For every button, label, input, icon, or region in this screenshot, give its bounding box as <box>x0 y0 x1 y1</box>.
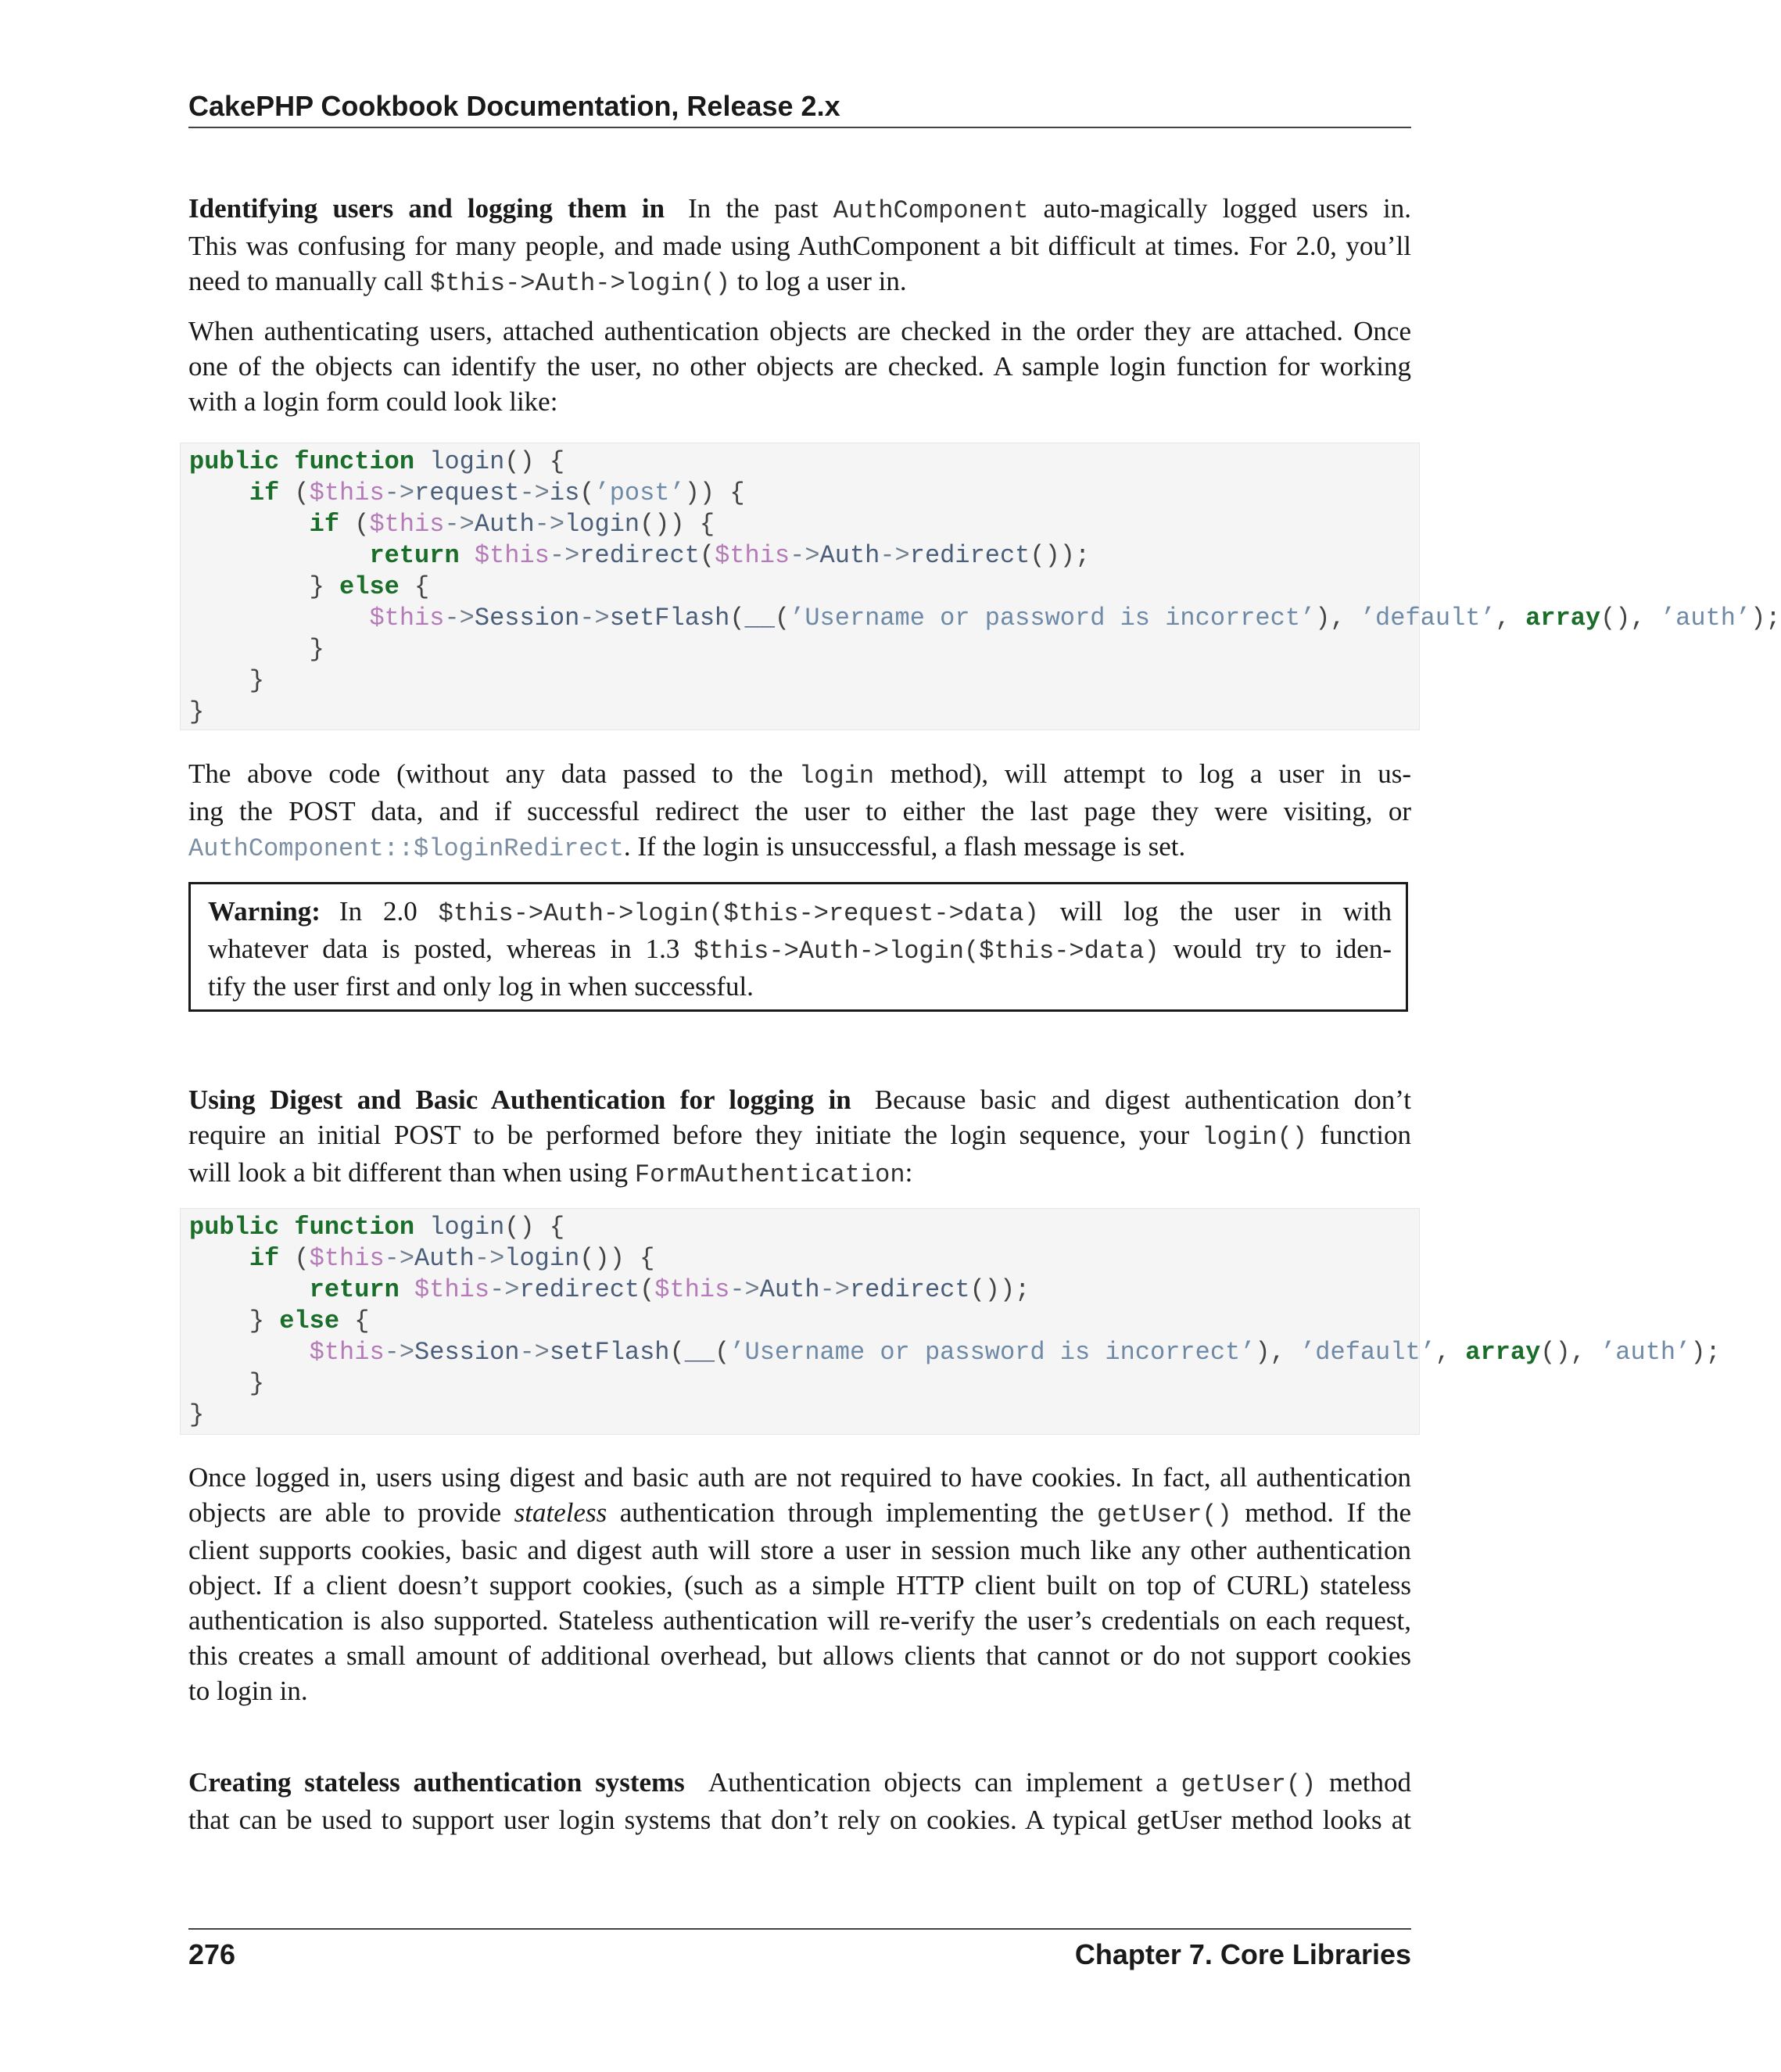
text-line: Once logged in, users using digest and basic auth are not required to have cookies. In fact, all authentication <box>188 1462 1411 1493</box>
inline-code: login <box>799 762 875 790</box>
inline-code: $this->Auth->login($this->data) <box>693 937 1159 966</box>
text-line: to login in. <box>188 1676 308 1706</box>
code-line: } <box>189 697 205 726</box>
section-identifying-users <box>188 191 1411 301</box>
header-rule <box>188 127 1411 128</box>
inline-code: FormAuthentication <box>634 1160 905 1189</box>
text-line: The above code (without any data passed to the login method), will attempt to log a user in us- <box>188 758 1411 790</box>
code-line: } <box>189 1369 265 1398</box>
code-line: return $this->redirect($this->Auth->redirect()); <box>369 541 1091 570</box>
cross-reference-link[interactable]: AuthComponent::$loginRedirect <box>188 834 624 863</box>
text-line: objects are able to provide stateless authentication through implementing the getUser() method. If the <box>188 1497 1412 1529</box>
inline-code: login() <box>1202 1123 1307 1152</box>
code-line: return $this->redirect($this->Auth->redirect()); <box>309 1275 1030 1304</box>
code-line: public function login() { <box>189 447 565 476</box>
text-line: need to manually call $this->Auth->login() to log a user in. <box>188 266 907 298</box>
running-header: CakePHP Cookbook Documentation, Release 2.x <box>188 90 840 122</box>
code-line: $this->Session->setFlash(__(’Username or password is incorrect’), ’default’, array(), ’auth’); <box>369 604 1781 633</box>
inline-code: getUser() <box>1181 1770 1317 1799</box>
emphasis: stateless <box>514 1497 607 1528</box>
code-line: public function login() { <box>189 1213 565 1242</box>
code-line: } <box>189 635 324 664</box>
code-line: } else { <box>189 572 430 601</box>
run-in-heading: Using Digest and Basic Authentication for logging in <box>188 1084 851 1115</box>
section-stateless-systems <box>188 1765 1411 1837</box>
text-line: ing the POST data, and if successful redirect the user to either the last page they were visiting, or <box>188 796 1411 826</box>
text-line: will look a bit different than when using FormAuthentication: <box>188 1157 913 1189</box>
text-line: This was confusing for many people, and made using AuthComponent a bit difficult at times. For 2.0, you’ll <box>188 231 1411 261</box>
warning-admonition <box>188 882 1408 1012</box>
text-line: require an initial POST to be performed before they initiate the login sequence, your login() function <box>188 1120 1412 1152</box>
text-line: with a login form could look like: <box>188 386 558 417</box>
code-listing <box>181 443 1781 728</box>
paragraph-login-explanation <box>188 756 1411 866</box>
code-line: } <box>189 666 265 695</box>
code-block-digest-login <box>180 1208 1721 1435</box>
text-line: this creates a small amount of additional overhead, but allows clients that cannot or do not support cookies <box>188 1640 1411 1671</box>
text-line: one of the objects can identify the user, no other objects are checked. A sample login function for working <box>188 351 1411 382</box>
text-line: Identifying users and logging them in In the past AuthComponent auto-magically logged users in. <box>188 193 1411 225</box>
code-listing <box>181 1209 1721 1431</box>
code-line: if ($this->Auth->login()) { <box>309 510 715 539</box>
text-line: Creating stateless authentication systems Authentication objects can implement a getUser() method <box>188 1767 1412 1799</box>
text-line: Using Digest and Basic Authentication for logging in Because basic and digest authentication don’t <box>188 1084 1411 1115</box>
inline-code: $this->Auth->login() <box>430 269 731 298</box>
footer-rule <box>188 1928 1411 1930</box>
text-line: client supports cookies, basic and digest auth will store a user in session much like any other authentication <box>188 1535 1411 1565</box>
text-line: whatever data is posted, whereas in 1.3 $this->Auth->login($this->data) would try to iden- <box>208 934 1392 966</box>
chapter-title: Chapter 7. Core Libraries <box>1074 1938 1411 1970</box>
paragraph-authentication-order <box>188 314 1411 419</box>
text-line: that can be used to support user login systems that don’t rely on cookies. A typical getUser method looks at <box>188 1805 1411 1835</box>
text-line: tify the user first and only log in when successful. <box>208 971 754 1002</box>
paragraph-stateless-auth <box>188 1460 1411 1708</box>
code-line: $this->Session->setFlash(__(’Username or password is incorrect’), ’default’, array(), ’auth’); <box>309 1338 1721 1367</box>
code-line: } else { <box>189 1307 370 1335</box>
inline-code: getUser() <box>1096 1500 1232 1529</box>
code-line: if ($this->Auth->login()) { <box>249 1244 655 1273</box>
text-line: object. If a client doesn’t support cookies, (such as a simple HTTP client built on top of CURL) stateless <box>188 1570 1411 1601</box>
inline-code: $this->Auth->login($this->request->data) <box>438 899 1039 928</box>
run-in-heading: Creating stateless authentication systems <box>188 1767 685 1798</box>
text-line: authentication is also supported. Stateless authentication will re-verify the user’s credentials on each request, <box>188 1605 1411 1636</box>
text-line: When authenticating users, attached authentication objects are checked in the order they are attached. Once <box>188 316 1411 346</box>
code-block-login-form <box>180 443 1781 730</box>
text-line: AuthComponent::$loginRedirect. If the login is unsuccessful, a flash message is set. <box>188 831 1186 863</box>
code-line: } <box>189 1400 205 1429</box>
run-in-heading: Identifying users and logging them in <box>188 193 665 224</box>
section-digest-basic-auth <box>188 1082 1411 1192</box>
text-line: Warning: In 2.0 $this->Auth->login($this->request->data) will log the user in with <box>208 896 1392 928</box>
warning-label: Warning: <box>208 896 321 927</box>
page-number: 276 <box>188 1938 236 1970</box>
code-line: if ($this->request->is(’post’)) { <box>249 479 745 507</box>
inline-code: AuthComponent <box>833 196 1029 225</box>
